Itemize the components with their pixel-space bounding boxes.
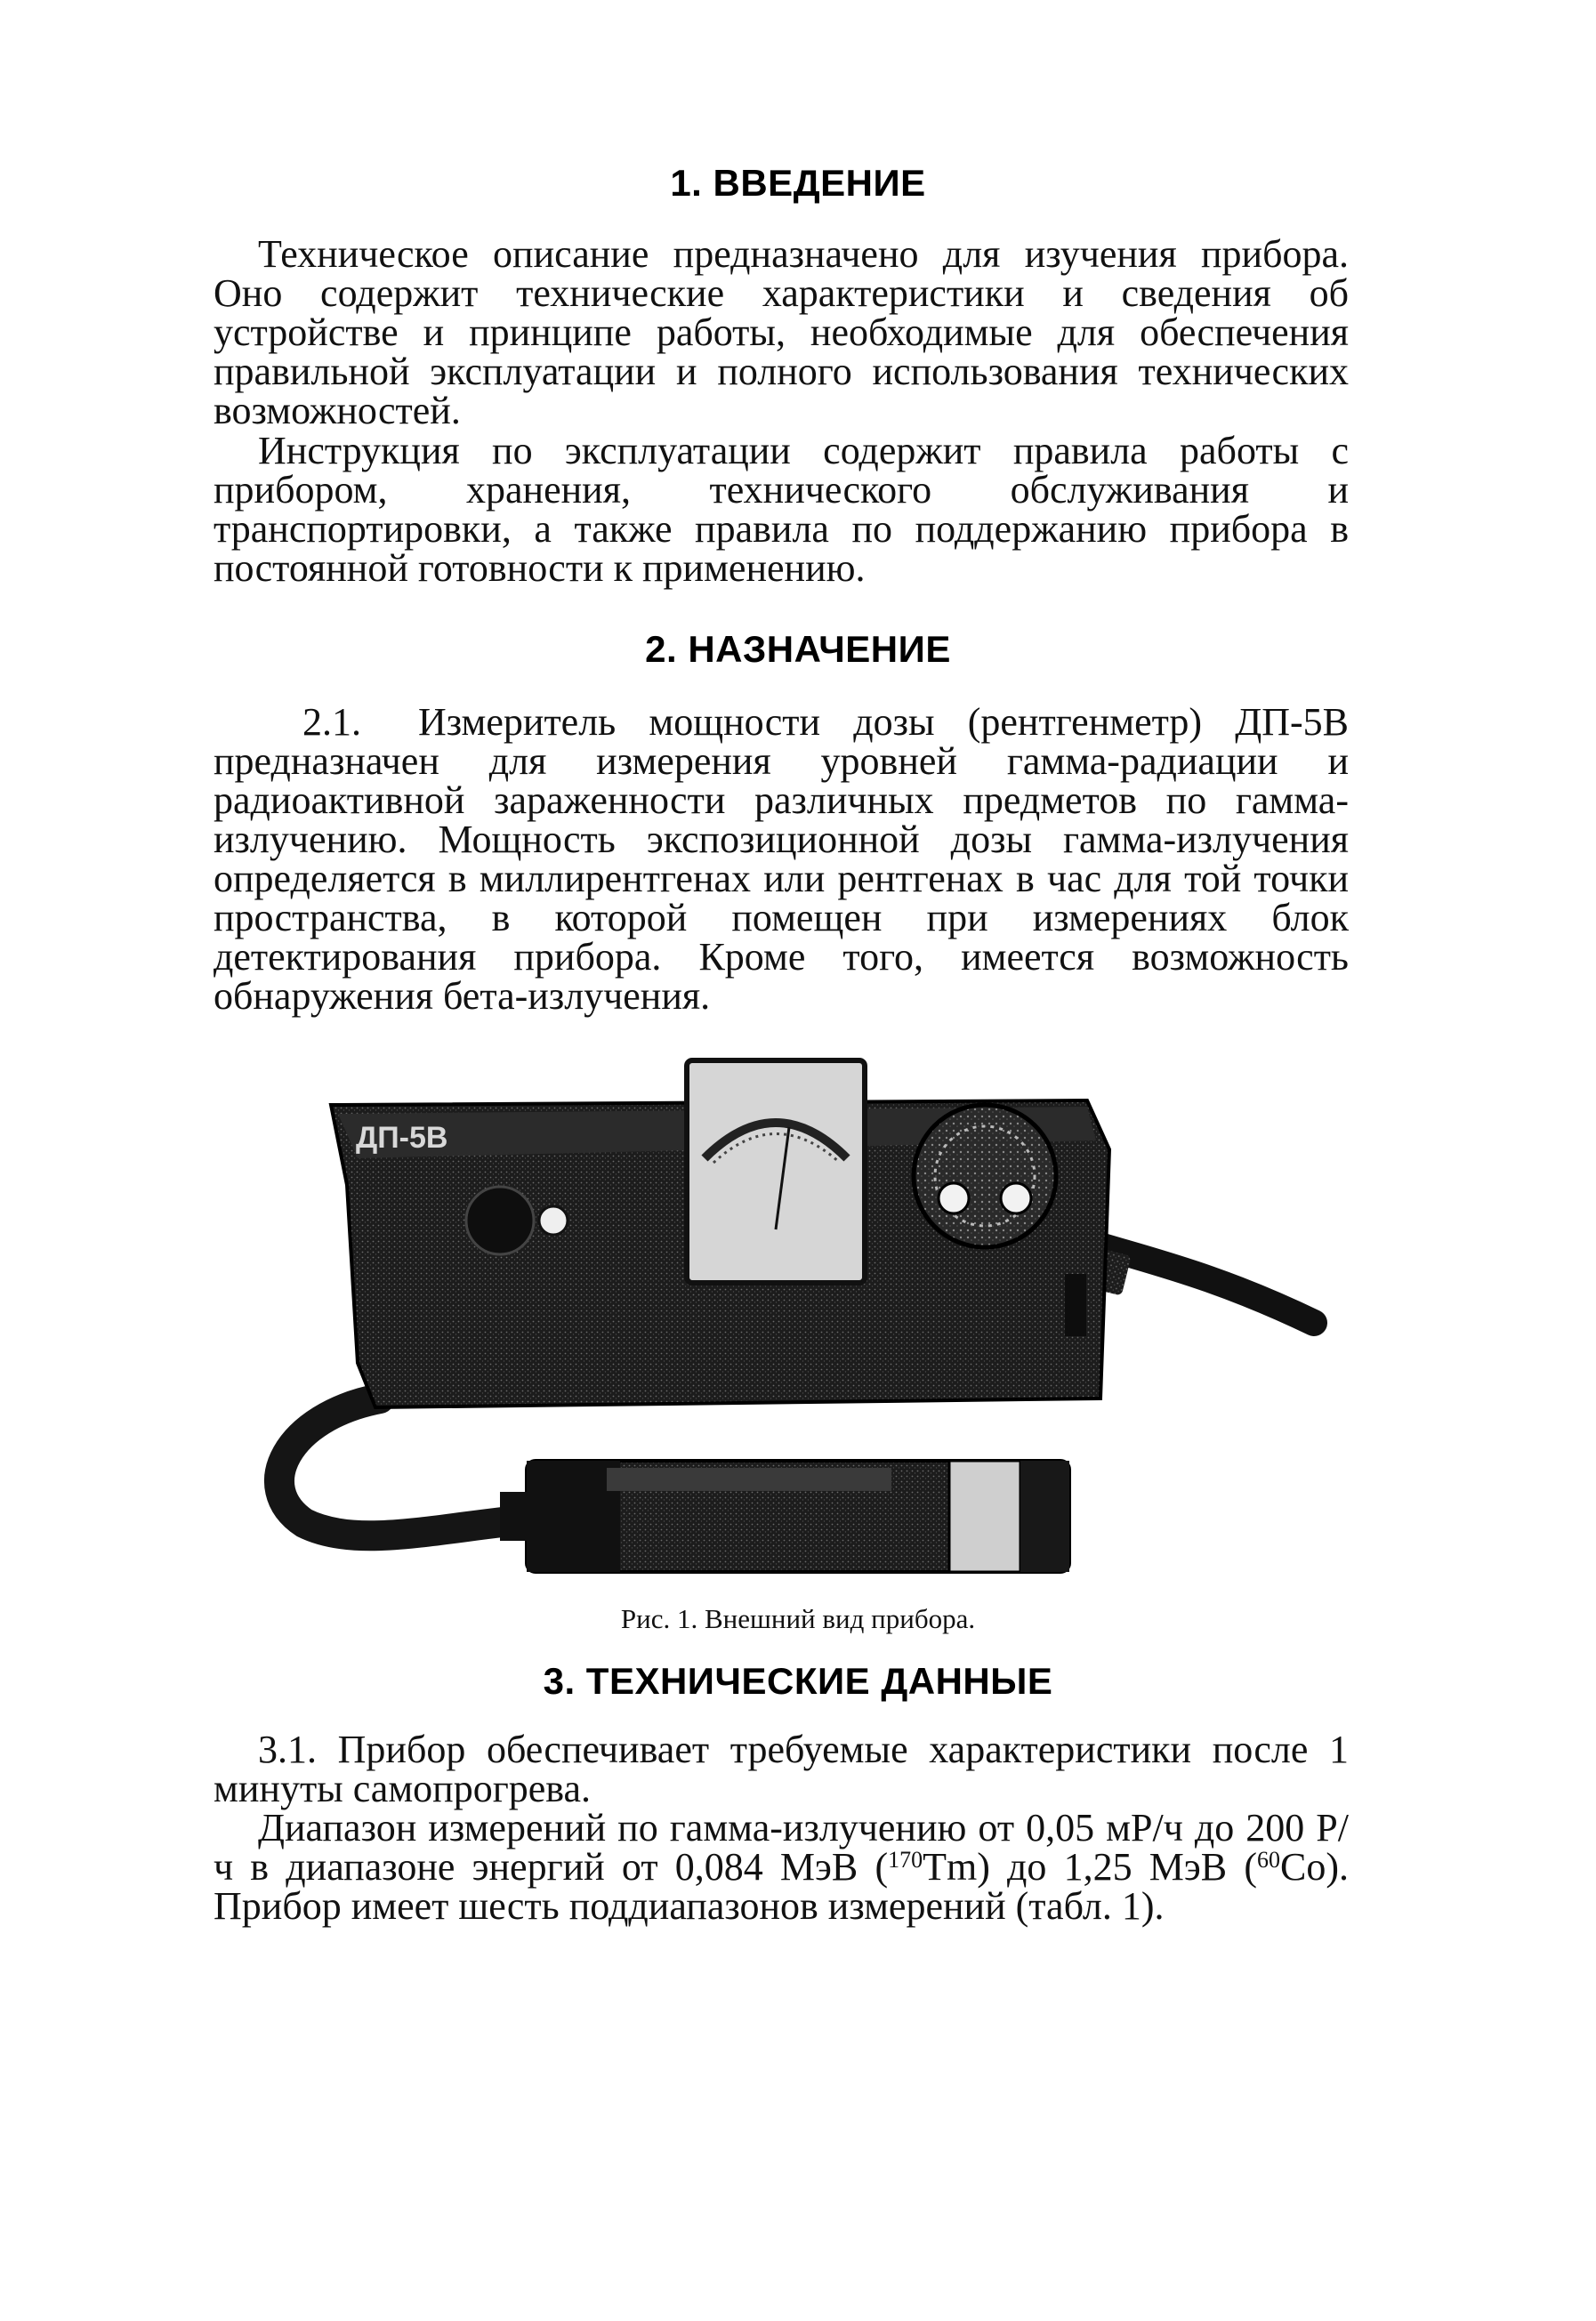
item-number: 2.1. bbox=[302, 700, 361, 744]
range-text-part-3: Co). Прибор имеет шесть поддиапазонов измерений (табл. 1). bbox=[214, 1845, 1349, 1928]
isotope-mass-tm: 170 bbox=[888, 1847, 923, 1873]
heading-purpose: 2. НАЗНАЧЕНИЕ bbox=[645, 628, 951, 670]
figure-caption: Рис. 1. Внешний вид прибора. bbox=[620, 1603, 976, 1634]
range-text-part-2: Tm) до 1,25 МэВ ( bbox=[923, 1845, 1257, 1889]
range-text-part-1: Диапазон измерений по гамма-излучению от 0,05 мР/ч до 200 Р/ч в диапазоне энергий от 0,084 МэВ ( bbox=[214, 1806, 1349, 1889]
paragraph-purpose-2-1 bbox=[214, 700, 1349, 1018]
device-photo bbox=[233, 1043, 1336, 1590]
paragraph-tech-3-1: 3.1. Прибор обеспечивает требуемые характеристики после 1 минуты самопрогрева. bbox=[214, 1728, 1349, 1810]
isotope-mass-co: 60 bbox=[1257, 1847, 1280, 1873]
item-text: Измеритель мощности дозы (рентгенметр) ДП-5В предназначен для измерения уровней гамма-радиации и радиоактивной зараженности различных предметов по гамма-излучению. Мощность экспозиционной дозы гамма-излучения определяется в миллирентгенах или рентгенах в час для той точки пространства, в которой помещен при измерениях блок детектирования прибора. Кроме того, имеется возможность обнаружения бета-излучения. bbox=[214, 700, 1349, 1018]
heading-technical-data: 3. ТЕХНИЧЕСКИЕ ДАННЫЕ bbox=[543, 1660, 1053, 1702]
paragraph-intro-2: Инструкция по эксплуатации содержит правила работы с прибором, хранения, технического обслуживания и транспортировки, а также правила по поддержанию прибора в постоянной готовности к применению. bbox=[214, 429, 1349, 590]
paragraph-intro-1: Техническое описание предназначено для изучения прибора. Оно содержит технические характеристики и сведения об устройстве и принципе работы, необходимые для обеспечения правильной эксплуатации и полного использования технических возможностей. bbox=[214, 232, 1349, 432]
heading-introduction: 1. ВВЕДЕНИЕ bbox=[670, 162, 926, 204]
paragraph-tech-range bbox=[214, 1806, 1349, 1928]
device-label: ДП-5В bbox=[356, 1121, 448, 1155]
